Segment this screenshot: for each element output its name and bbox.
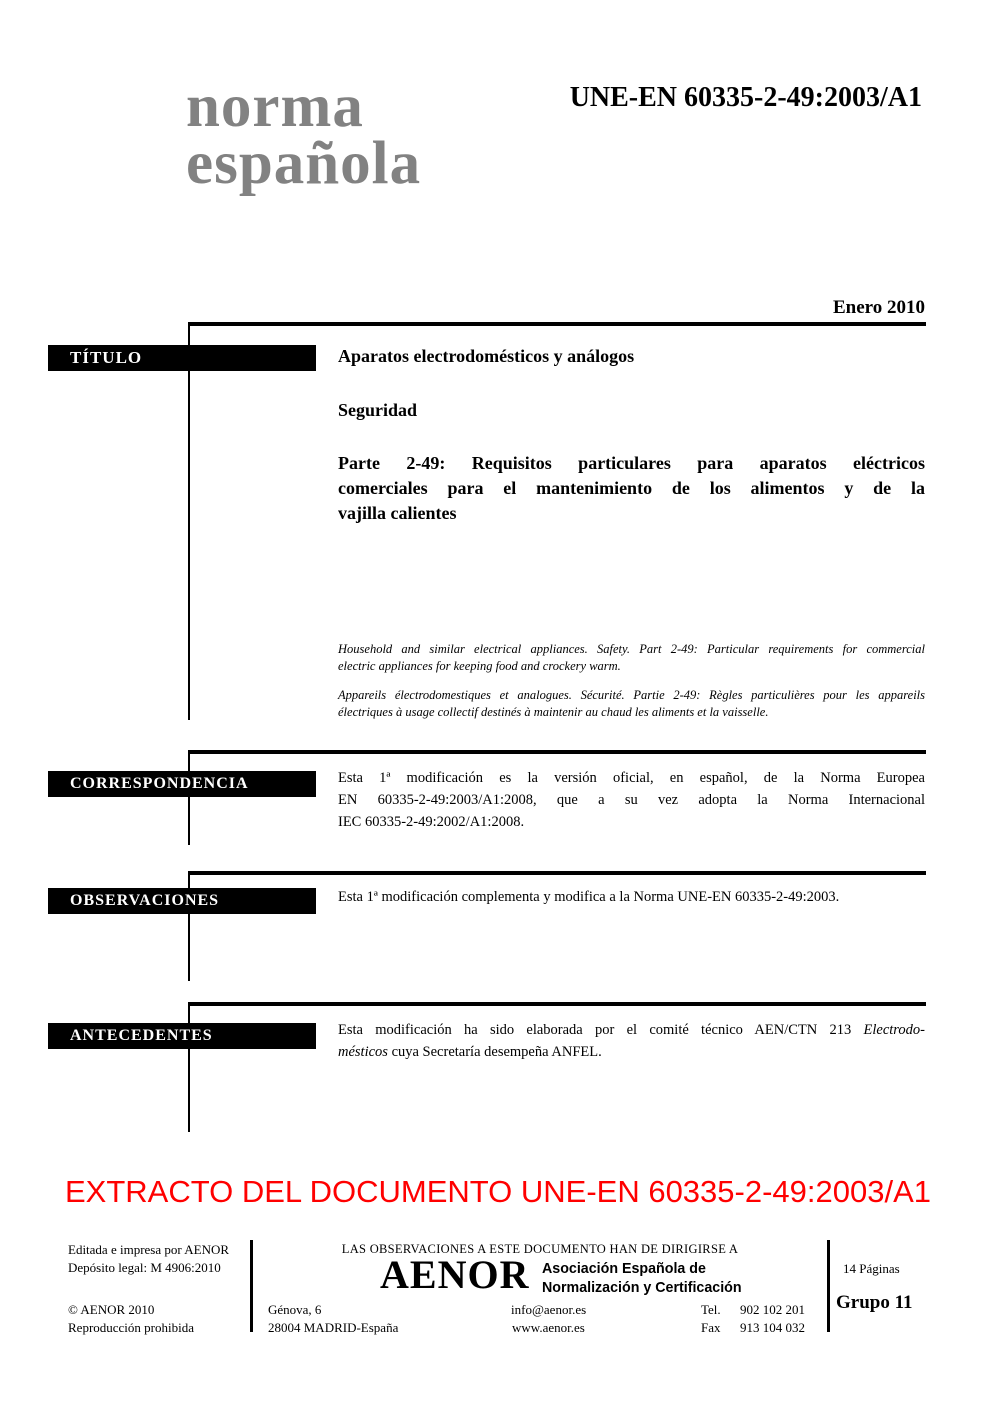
observaciones-rule (188, 871, 926, 875)
antecedentes-line-1 (338, 1019, 925, 1041)
titulo-label: TÍTULO (48, 345, 316, 371)
titulo-line-1: Aparatos electrodomésticos y análogos (338, 346, 635, 366)
titulo-parte-line-1: Parte 2-49: Requisitos particulares para aparatos eléctricos (338, 453, 925, 473)
footer-tel-label: Tel. (701, 1302, 721, 1317)
document-date: Enero 2010 (832, 297, 925, 318)
antecedentes-label: ANTECEDENTES (48, 1023, 316, 1049)
correspondencia-vertical-line (188, 750, 190, 845)
footer-group: Grupo 11 (836, 1292, 913, 1313)
title-french-line-2: électriques à usage collectif destinés à maintenir au chaud les aliments et la vaisselle. (338, 705, 769, 719)
correspondencia-line-2: EN 60335-2-49:2003/A1:2008, que a su vez adopta la Norma Internacional (338, 792, 925, 808)
brand-logotype (186, 73, 422, 197)
titulo-vertical-line (188, 322, 190, 720)
correspondencia-line-3: IEC 60335-2-49:2002/A1:2008. (338, 814, 525, 830)
footer-email: info@aenor.es (511, 1302, 587, 1317)
footer-page-count: 14 Páginas (843, 1261, 900, 1276)
antecedentes-line-1-text: Esta modificación ha sido elaborada por el comité técnico AEN/CTN 213 (338, 1022, 864, 1038)
footer-fax-label: Fax (701, 1320, 721, 1335)
titulo-parte-line-2: comerciales para el mantenimiento de los alimentos y de la (338, 478, 925, 498)
antecedentes-line-1-italic: Electrodo- (863, 1022, 925, 1038)
aenor-org-line-1: Asociación Española de (542, 1260, 706, 1277)
title-french-block (338, 687, 925, 721)
footer-address-street: Génova, 6 (268, 1302, 322, 1317)
titulo-parte-line-3: vajilla calientes (338, 503, 457, 523)
title-english-line-1: Household and similar electrical appliances. Safety. Part 2-49: Particular requirements for commercial (338, 642, 925, 656)
antecedentes-line-2-text: cuya Secretaría desempeña ANFEL. (387, 1044, 602, 1060)
aenor-logo: AENOR (380, 1252, 530, 1297)
footer-publisher-line: Editada e impresa por AENOR (68, 1242, 230, 1257)
brand-line-1: norma (186, 73, 364, 140)
brand-line-2: española (186, 130, 422, 197)
footer-notice: LAS OBSERVACIONES A ESTE DOCUMENTO HAN DE DIRIGIRSE A (341, 1242, 739, 1256)
footer-fax-value: 913 104 032 (740, 1320, 805, 1335)
footer-deposit-line: Depósito legal: M 4906:2010 (68, 1260, 221, 1275)
correspondencia-line-1: Esta 1ª modificación es la versión oficial, en español, de la Norma Europea (338, 770, 925, 786)
extracto-banner: EXTRACTO DEL DOCUMENTO UNE-EN 60335-2-49:2003/A1 (65, 1174, 932, 1209)
title-french-line-1: Appareils électrodomestiques et analogues. Sécurité. Partie 2-49: Règles particulières pour les appareils (338, 688, 925, 702)
footer-copyright-line: © AENOR 2010 (68, 1302, 155, 1317)
antecedentes-text (338, 1019, 925, 1063)
aenor-org-name (542, 1259, 742, 1297)
titulo-line-2: Seguridad (338, 400, 418, 420)
footer-tel-value: 902 102 201 (740, 1302, 805, 1317)
correspondencia-rule (188, 750, 926, 754)
title-english-line-2: electric appliances for keeping food and crockery warm. (338, 659, 621, 673)
antecedentes-line-2-italic: mésticos (338, 1044, 388, 1060)
observaciones-text: Esta 1ª modificación complementa y modifica a la Norma UNE-EN 60335-2-49:2003. (338, 889, 840, 905)
antecedentes-rule (188, 1002, 926, 1006)
antecedentes-line-2 (338, 1041, 925, 1063)
correspondencia-text (338, 767, 925, 833)
titulo-rule (188, 322, 926, 326)
antecedentes-vertical-line (188, 1002, 190, 1132)
footer-divider-right (827, 1240, 830, 1332)
title-english-block (338, 641, 925, 675)
document-code: UNE-EN 60335-2-49:2003/A1 (569, 82, 922, 113)
footer-reproduction-line: Reproducción prohibida (68, 1320, 194, 1335)
footer-website: www.aenor.es (512, 1320, 585, 1335)
correspondencia-label: CORRESPONDENCIA (48, 771, 316, 797)
aenor-org-line-2: Normalización y Certificación (542, 1279, 742, 1296)
observaciones-label: OBSERVACIONES (48, 888, 316, 914)
footer-address-city: 28004 MADRID-España (268, 1320, 399, 1335)
titulo-parte-block (338, 451, 925, 526)
